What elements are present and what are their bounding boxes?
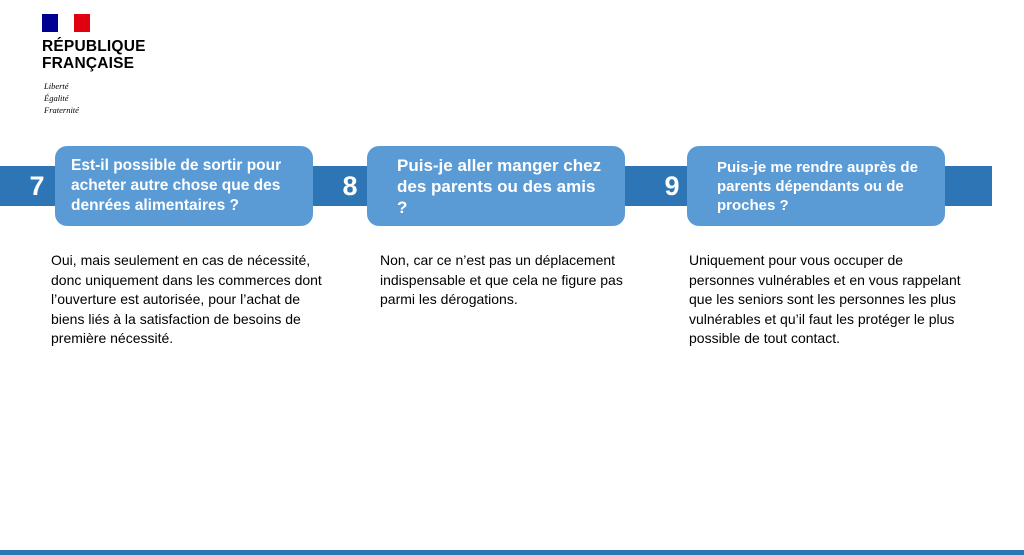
item-9-number: 9 <box>664 171 680 201</box>
item-8-number: 8 <box>342 171 358 201</box>
item-9-question-box <box>687 146 945 226</box>
item-7-number: 7 <box>29 171 45 201</box>
footer-line <box>0 550 1024 555</box>
item-8-answer: Non, car ce n’est pas un déplacement indispensable et que cela ne figure pas parmi les dérogations. <box>380 252 623 307</box>
motto-egalite: Égalité <box>44 93 69 103</box>
item-7-question-box <box>55 146 313 226</box>
item-7-question: Est-il possible de sortir pour acheter autre chose que des denrées alimentaires ? <box>71 157 282 214</box>
item-8-question: Puis-je aller manger chez des parents ou des amis ? <box>397 155 602 217</box>
motto-fraternite: Fraternité <box>44 105 79 115</box>
marianne-flag-icon <box>42 14 90 32</box>
motto-liberte: Liberté <box>44 81 69 91</box>
republic-title: RÉPUBLIQUE FRANÇAISE <box>42 38 146 72</box>
item-7-answer: Oui, mais seulement en cas de nécessité, donc uniquement dans les commerces dont l’ouverture est autorisée, pour l’achat de biens liés à la satisfaction de besoins de première nécessité. <box>51 252 322 346</box>
item-9-answer: Uniquement pour vous occuper de personnes vulnérables et en vous rappelant que les seniors sont les personnes les plus vulnérables et qu’il faut les protéger le plus possible de tout contact. <box>689 252 961 346</box>
motto <box>44 80 144 116</box>
republique-francaise-logo <box>42 14 172 114</box>
item-9-question: Puis-je me rendre auprès de parents dépendants ou de proches ? <box>717 158 918 214</box>
item-8-question-box <box>367 146 625 226</box>
